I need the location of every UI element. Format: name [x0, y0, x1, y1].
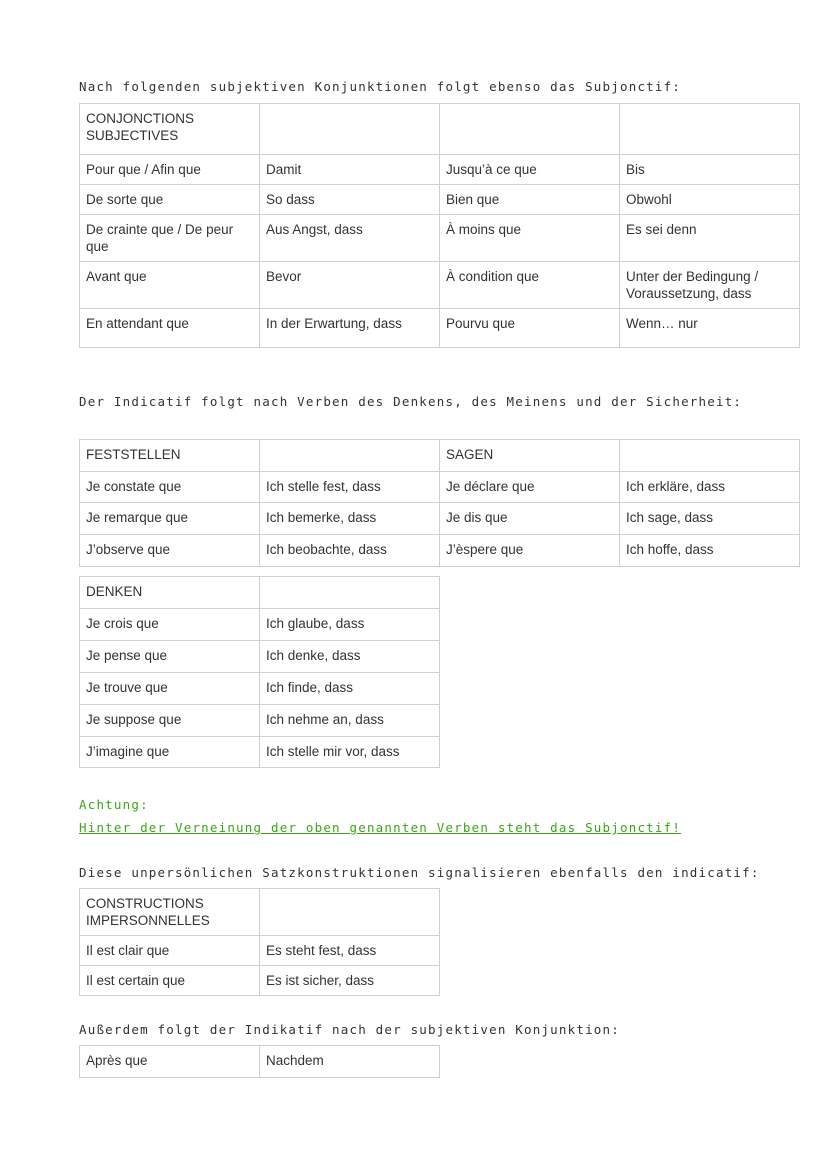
table-cell: Je dis que [440, 503, 620, 535]
table-cell: DENKEN [80, 577, 260, 609]
table-cell: Pourvu que [440, 309, 620, 348]
table-header-row [80, 889, 440, 936]
table-header-row [80, 577, 440, 609]
denken-table [79, 576, 440, 768]
table-row [80, 262, 800, 309]
table-cell: In der Erwartung, dass [260, 309, 440, 348]
table-cell: Ich stelle fest, dass [260, 472, 440, 503]
table-row [80, 705, 440, 737]
table-cell: J’imagine que [80, 737, 260, 768]
table-cell: J’èspere que [440, 535, 620, 567]
table-row [80, 641, 440, 673]
table-cell: Ich beobachte, dass [260, 535, 440, 567]
table-row [80, 1046, 440, 1078]
table-cell: Ich hoffe, dass [620, 535, 800, 567]
table-cell: Es steht fest, dass [260, 936, 440, 966]
table-cell: Je trouve que [80, 673, 260, 705]
table-row [80, 215, 800, 262]
feststellen-table [79, 439, 800, 567]
table-cell: Ich sage, dass [620, 503, 800, 535]
table-cell: De crainte que / De peur que [80, 215, 260, 262]
impersonnelles-heading: Diese unpersönlichen Satzkonstruktionen signalisieren ebenfalls den indicatif: [79, 865, 760, 880]
table-cell: À condition que [440, 262, 620, 309]
table-cell: Aus Angst, dass [260, 215, 440, 262]
table-cell: Je crois que [80, 609, 260, 641]
table-cell: Ich nehme an, dass [260, 705, 440, 737]
table-row [80, 472, 800, 503]
table-cell: Bis [620, 155, 800, 185]
table-cell: FESTSTELLEN [80, 440, 260, 472]
table-cell: Il est clair que [80, 936, 260, 966]
table-row [80, 535, 800, 567]
table-header-row [80, 104, 800, 155]
table-row [80, 737, 440, 768]
table-cell: Je remarque que [80, 503, 260, 535]
table-row [80, 155, 800, 185]
table-cell [260, 889, 440, 936]
table-cell: Ich finde, dass [260, 673, 440, 705]
table-cell [620, 104, 800, 155]
table-cell: CONJONCTIONS SUBJECTIVES [80, 104, 260, 155]
table-row [80, 673, 440, 705]
table-cell: Pour que / Afin que [80, 155, 260, 185]
subjonctif-heading: Nach folgenden subjektiven Konjunktionen folgt ebenso das Subjonctif: [79, 79, 682, 94]
table-cell: Il est certain que [80, 966, 260, 996]
table-cell: Après que [80, 1046, 260, 1078]
table-row [80, 936, 440, 966]
table-cell: Je déclare que [440, 472, 620, 503]
table-cell: CONSTRUCTIONS IMPERSONNELLES [80, 889, 260, 936]
table-cell: Ich erkläre, dass [620, 472, 800, 503]
table-cell: Avant que [80, 262, 260, 309]
table-cell: Nachdem [260, 1046, 440, 1078]
table-row [80, 503, 800, 535]
table-cell: En attendant que [80, 309, 260, 348]
impersonnelles-table [79, 888, 440, 996]
table-cell: De sorte que [80, 185, 260, 215]
table-cell: Ich glaube, dass [260, 609, 440, 641]
table-cell: Ich denke, dass [260, 641, 440, 673]
table-cell: À moins que [440, 215, 620, 262]
table-cell: Jusqu’à ce que [440, 155, 620, 185]
table-cell: Ich bemerke, dass [260, 503, 440, 535]
table-cell [440, 104, 620, 155]
table-cell: SAGEN [440, 440, 620, 472]
attention-text: Hinter der Verneinung der oben genannten Verben steht das Subjonctif! [79, 820, 682, 835]
table-cell [260, 440, 440, 472]
table-cell: Ich stelle mir vor, dass [260, 737, 440, 768]
table-row [80, 309, 800, 348]
table-row [80, 966, 440, 996]
table-cell: Je constate que [80, 472, 260, 503]
table-cell: Obwohl [620, 185, 800, 215]
table-row [80, 609, 440, 641]
table-cell: Wenn… nur [620, 309, 800, 348]
table-cell [620, 440, 800, 472]
table-cell: Es ist sicher, dass [260, 966, 440, 996]
table-cell: Unter der Bedingung / Voraussetzung, dass [620, 262, 800, 309]
table-cell: Bien que [440, 185, 620, 215]
table-cell: Je pense que [80, 641, 260, 673]
table-cell: So dass [260, 185, 440, 215]
table-cell: Damit [260, 155, 440, 185]
subjectives-table [79, 103, 800, 348]
indicatif-heading: Der Indicatif folgt nach Verben des Denkens, des Meinens und der Sicherheit: [79, 394, 743, 409]
apres-table [79, 1045, 440, 1078]
table-cell: Bevor [260, 262, 440, 309]
table-cell [260, 104, 440, 155]
table-cell: Je suppose que [80, 705, 260, 737]
table-cell [260, 577, 440, 609]
apres-heading: Außerdem folgt der Indikatif nach der subjektiven Konjunktion: [79, 1022, 620, 1037]
table-cell: J’observe que [80, 535, 260, 567]
table-row [80, 185, 800, 215]
attention-label: Achtung: [79, 797, 149, 812]
table-cell: Es sei denn [620, 215, 800, 262]
table-header-row [80, 440, 800, 472]
